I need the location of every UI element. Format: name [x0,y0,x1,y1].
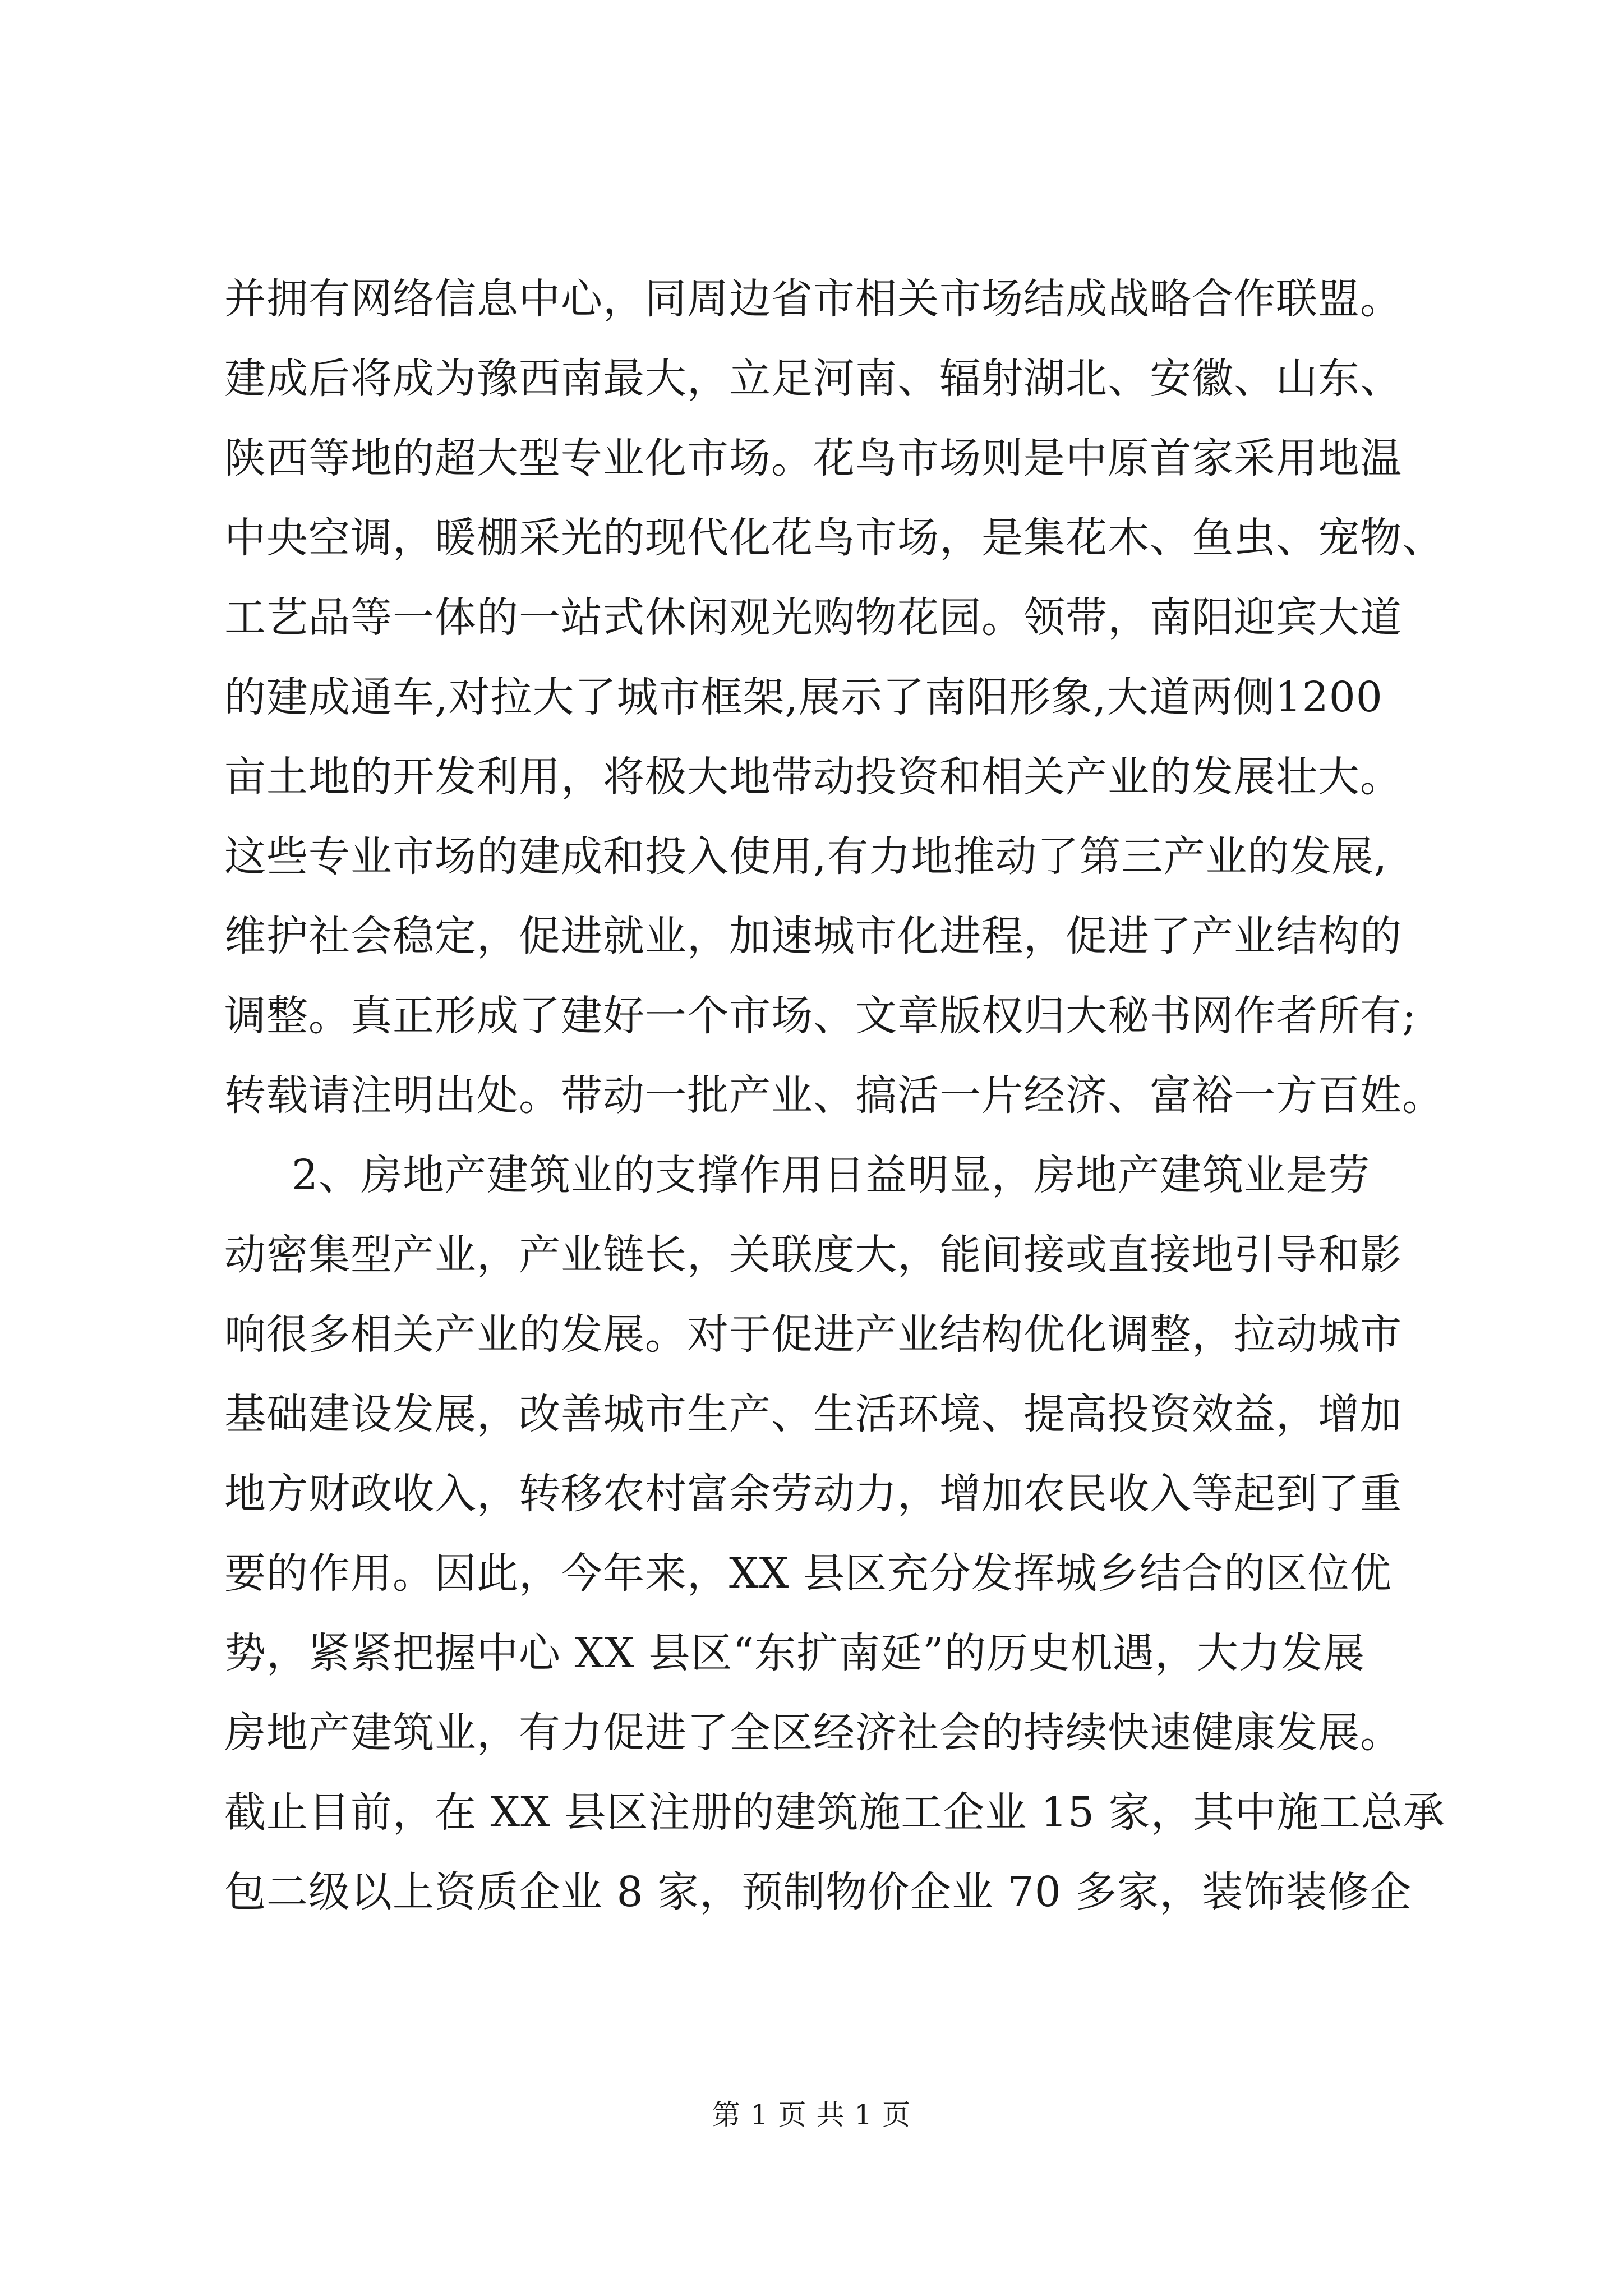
text-line: 转载请注明出处。带动一批产业、搞活一片经济、富裕一方百姓。 [224,1071,1444,1120]
text-line: 要的作用。因此，今年来，XX 县区充分发挥城乡结合的区位优 [224,1549,1392,1598]
text-line: 地方财政收入，转移农村富余劳动力，增加农民收入等起到了重 [224,1470,1402,1518]
text-line: 调整。真正形成了建好一个市场、文章版权归大秘书网作者所有; [224,992,1417,1040]
text-line: 势，紧紧把握中心 XX 县区“东扩南延”的历史机遇，大力发展 [224,1629,1366,1677]
text-line: 的建成通车,对拉大了城市框架,展示了南阳形象,大道两侧1200 [224,673,1383,721]
text-line: 建成后将成为豫西南最大，立足河南、辐射湖北、安徽、山东、 [224,355,1402,403]
text-line: 陕西等地的超大型专业化市场。花鸟市场则是中原首家采用地温 [224,434,1402,482]
text-line: 包二级以上资质企业 8 家，预制物价企业 70 多家，装饰装修企 [224,1868,1412,1916]
text-line: 这些专业市场的建成和投入使用,有力地推动了第三产业的发展, [224,832,1388,881]
text-line: 维护社会稳定，促进就业，加速城市化进程，促进了产业结构的 [224,912,1402,960]
text-line: 房地产建筑业，有力促进了全区经济社会的持续快速健康发展。 [224,1709,1402,1757]
text-line: 并拥有网络信息中心，同周边省市相关市场结成战略合作联盟。 [224,275,1402,323]
text-line: 截止目前，在 XX 县区注册的建筑施工企业 15 家，其中施工总承 [224,1788,1445,1837]
text-line: 基础建设发展，改善城市生产、生活环境、提高投资效益，增加 [224,1390,1402,1438]
paragraph-start-line: 2、房地产建筑业的支撑作用日益明显，房地产建筑业是劳 [292,1151,1371,1199]
text-line: 响很多相关产业的发展。对于促进产业结构优化调整，拉动城市 [224,1310,1402,1359]
text-line: 动密集型产业，产业链长，关联度大，能间接或直接地引导和影 [224,1231,1402,1279]
text-line: 中央空调，暖棚采光的现代化花鸟市场，是集花木、鱼虫、宠物、 [224,514,1444,562]
text-line: 工艺品等一体的一站式休闲观光购物花园。领带，南阳迎宾大道 [224,593,1402,642]
page-number-footer: 第 1 页 共 1 页 [712,2099,911,2131]
text-line: 亩土地的开发利用，将极大地带动投资和相关产业的发展壮大。 [224,753,1402,801]
